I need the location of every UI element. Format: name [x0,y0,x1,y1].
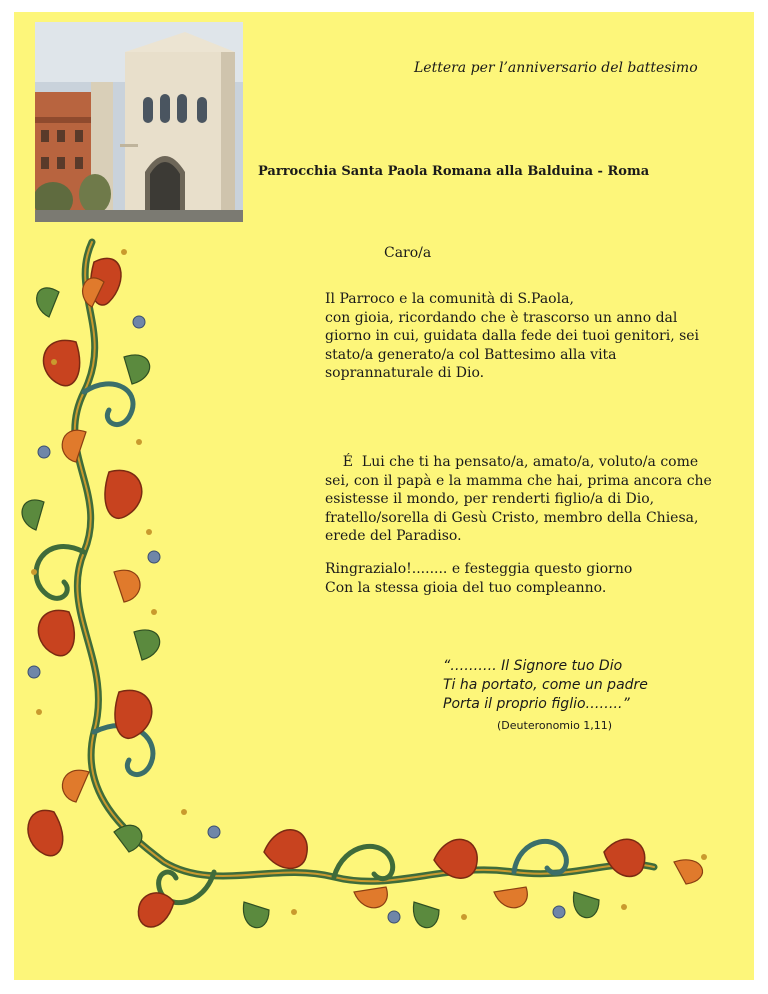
paragraph-2 [325,453,712,546]
paragraph-line: Con la stessa gioia del tuo compleanno. [325,579,607,596]
document-title: Lettera per l’anniversario del battesimo [414,60,698,76]
scripture-reference: (Deuteronomio 1,11) [497,719,613,732]
paragraph-line: erede del Paradiso. [325,528,462,544]
parish-name: Parrocchia Santa Paola Romana alla Balduina - Roma [258,164,650,179]
letter-page [14,12,754,980]
paragraph-1 [325,290,699,383]
paragraph-line: esistesse il mondo, per renderti figlio/a di Dio, [325,491,655,507]
paragraph-line: fratello/sorella di Gesù Cristo, membro della Chiesa, [325,509,699,526]
paragraph-line: Ringrazialo!........ e festeggia questo giorno [325,561,633,577]
paragraph-line: Il Parroco e la comunità di S.Paola, [325,291,574,307]
paragraph-line: É Lui che ti ha pensato/a, amato/a, voluto/a come [325,454,699,470]
paragraph-line: giorno in cui, guidata dalla fede dei tuoi genitori, sei [325,328,700,344]
paragraph-line: stato/a generato/a col Battesimo alla vita [325,346,617,363]
quote-line: Porta il proprio figlio……..” [443,696,630,712]
paragraph-line: sei, con il papà e la mamma che hai, prima ancora che [325,472,712,489]
paragraph-line: con gioia, ricordando che è trascorso un anno dal [325,309,678,326]
quote-line: “………. Il Signore tuo Dio [443,658,623,674]
paragraph-line: soprannaturale di Dio. [325,365,485,381]
letter-greeting: Caro/a [384,245,432,261]
paragraph-3 [325,560,632,597]
quote-line: Ti ha portato, come un padre [443,677,648,693]
scripture-quote [443,657,648,714]
